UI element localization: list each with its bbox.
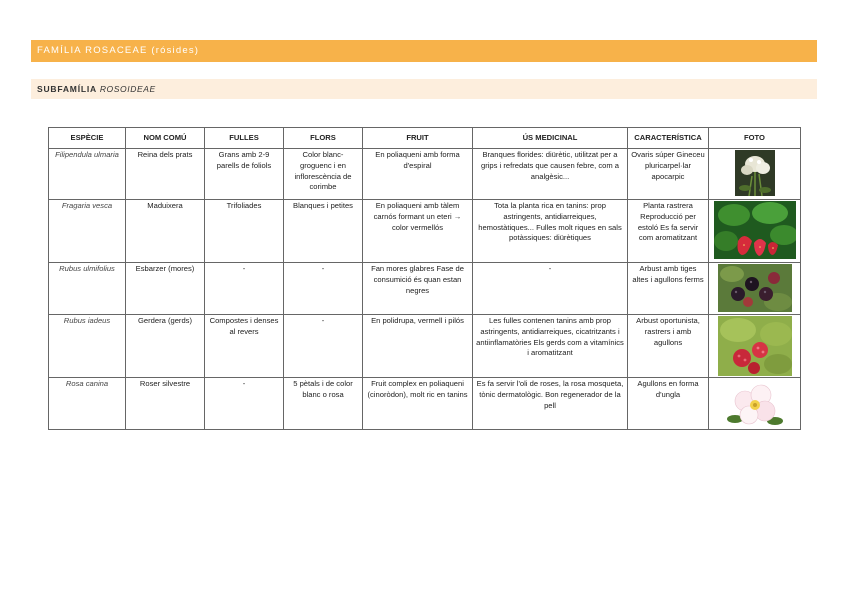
medicinal-cell: Les fulles contenen tanins amb prop astringents, antidiarreiques, cicatritzants i antiinflamatòries Els gerds com a vitamínics i aromatitzant xyxy=(473,315,628,378)
table-row xyxy=(49,149,801,200)
col-header-leaves: FULLES xyxy=(205,128,284,149)
raspberry-photo-icon xyxy=(718,316,792,376)
species-cell: Rosa canina xyxy=(49,378,126,430)
common-name-cell: Roser silvestre xyxy=(126,378,205,430)
feature-cell: Arbust oportunista, rastrers i amb agullons xyxy=(628,315,709,378)
fruit-cell: En polidrupa, vermell i pilós xyxy=(363,315,473,378)
header-row xyxy=(49,128,801,149)
col-header-photo: FOTO xyxy=(709,128,801,149)
photo-cell xyxy=(709,378,801,430)
flowers-cell: Color blanc-groguenc i en inflorescència de corimbe xyxy=(284,149,363,200)
medicinal-cell: Branques florides: diürètic, utilitzat per a grips i refredats que causen febre, com a analgèsic... xyxy=(473,149,628,200)
table-row xyxy=(49,263,801,315)
feature-cell: Arbust amb tiges altes i agullons ferms xyxy=(628,263,709,315)
species-cell: Fragaria vesca xyxy=(49,200,126,263)
photo-cell xyxy=(709,263,801,315)
table-row xyxy=(49,315,801,378)
leaves-cell: Grans amb 2-9 parells de foliols xyxy=(205,149,284,200)
subfamily-name: ROSOIDEAE xyxy=(99,84,156,94)
fruit-cell: Fan mores glabres Fase de consumició és quan estan negres xyxy=(363,263,473,315)
photo-cell xyxy=(709,200,801,263)
col-header-fruit: FRUIT xyxy=(363,128,473,149)
photo-cell xyxy=(709,315,801,378)
table-row xyxy=(49,378,801,430)
feature-cell: Planta rastrera Reproducció per estoló Es fa servir com aromatitzant xyxy=(628,200,709,263)
flowers-cell: 5 pètals i de color blanc o rosa xyxy=(284,378,363,430)
feature-cell: Agullons en forma d'ungla xyxy=(628,378,709,430)
table-row xyxy=(49,200,801,263)
flowers-cell: - xyxy=(284,263,363,315)
col-header-flowers: FLORS xyxy=(284,128,363,149)
species-cell: Filipendula ulmaria xyxy=(49,149,126,200)
subfamily-title xyxy=(31,79,817,99)
medicinal-cell: - xyxy=(473,263,628,315)
common-name-cell: Esbarzer (mores) xyxy=(126,263,205,315)
common-name-cell: Reina dels prats xyxy=(126,149,205,200)
col-header-common-name: NOM COMÚ xyxy=(126,128,205,149)
leaves-cell: - xyxy=(205,378,284,430)
common-name-cell: Gerdera (gerds) xyxy=(126,315,205,378)
dog-rose-photo-icon xyxy=(725,379,785,427)
leaves-cell: - xyxy=(205,263,284,315)
photo-cell xyxy=(709,149,801,200)
col-header-feature: CARACTERÍSTICA xyxy=(628,128,709,149)
strawberry-photo-icon xyxy=(714,201,796,259)
medicinal-cell: Es fa servir l'oli de roses, la rosa mosqueta, tònic dermatològic. Bon regenerador de la pell xyxy=(473,378,628,430)
family-title: FAMÍLIA ROSACEAE (rósides) xyxy=(31,40,817,62)
feature-cell: Ovaris súper Gineceu pluricarpel·lar apocarpic xyxy=(628,149,709,200)
fruit-cell: En poliaqueni amb forma d'espiral xyxy=(363,149,473,200)
medicinal-cell: Tota la planta rica en tanins: prop astringents, antidiarreiques, hemostàtiques... Fulles molt riques en sals potàssiques: diürètiques xyxy=(473,200,628,263)
common-name-cell: Maduixera xyxy=(126,200,205,263)
leaves-cell: Trifoliades xyxy=(205,200,284,263)
col-header-medicinal: ÚS MEDICINAL xyxy=(473,128,628,149)
blackberry-photo-icon xyxy=(718,264,792,312)
fruit-cell: Fruit complex en poliaqueni (cinoròdon), molt ric en tanins xyxy=(363,378,473,430)
flowers-cell: Blanques i petites xyxy=(284,200,363,263)
species-table xyxy=(48,127,801,430)
species-cell: Rubus iadeus xyxy=(49,315,126,378)
species-cell: Rubus ulmifolius xyxy=(49,263,126,315)
col-header-species: ESPÈCIE xyxy=(49,128,126,149)
subfamily-prefix: SUBFAMÍLIA xyxy=(37,84,97,94)
leaves-cell: Compostes i denses al revers xyxy=(205,315,284,378)
flowers-cell: - xyxy=(284,315,363,378)
fruit-cell: En poliaqueni amb tàlem carnós formant un eteri → color vermellós xyxy=(363,200,473,263)
meadowsweet-photo-icon xyxy=(735,150,775,196)
